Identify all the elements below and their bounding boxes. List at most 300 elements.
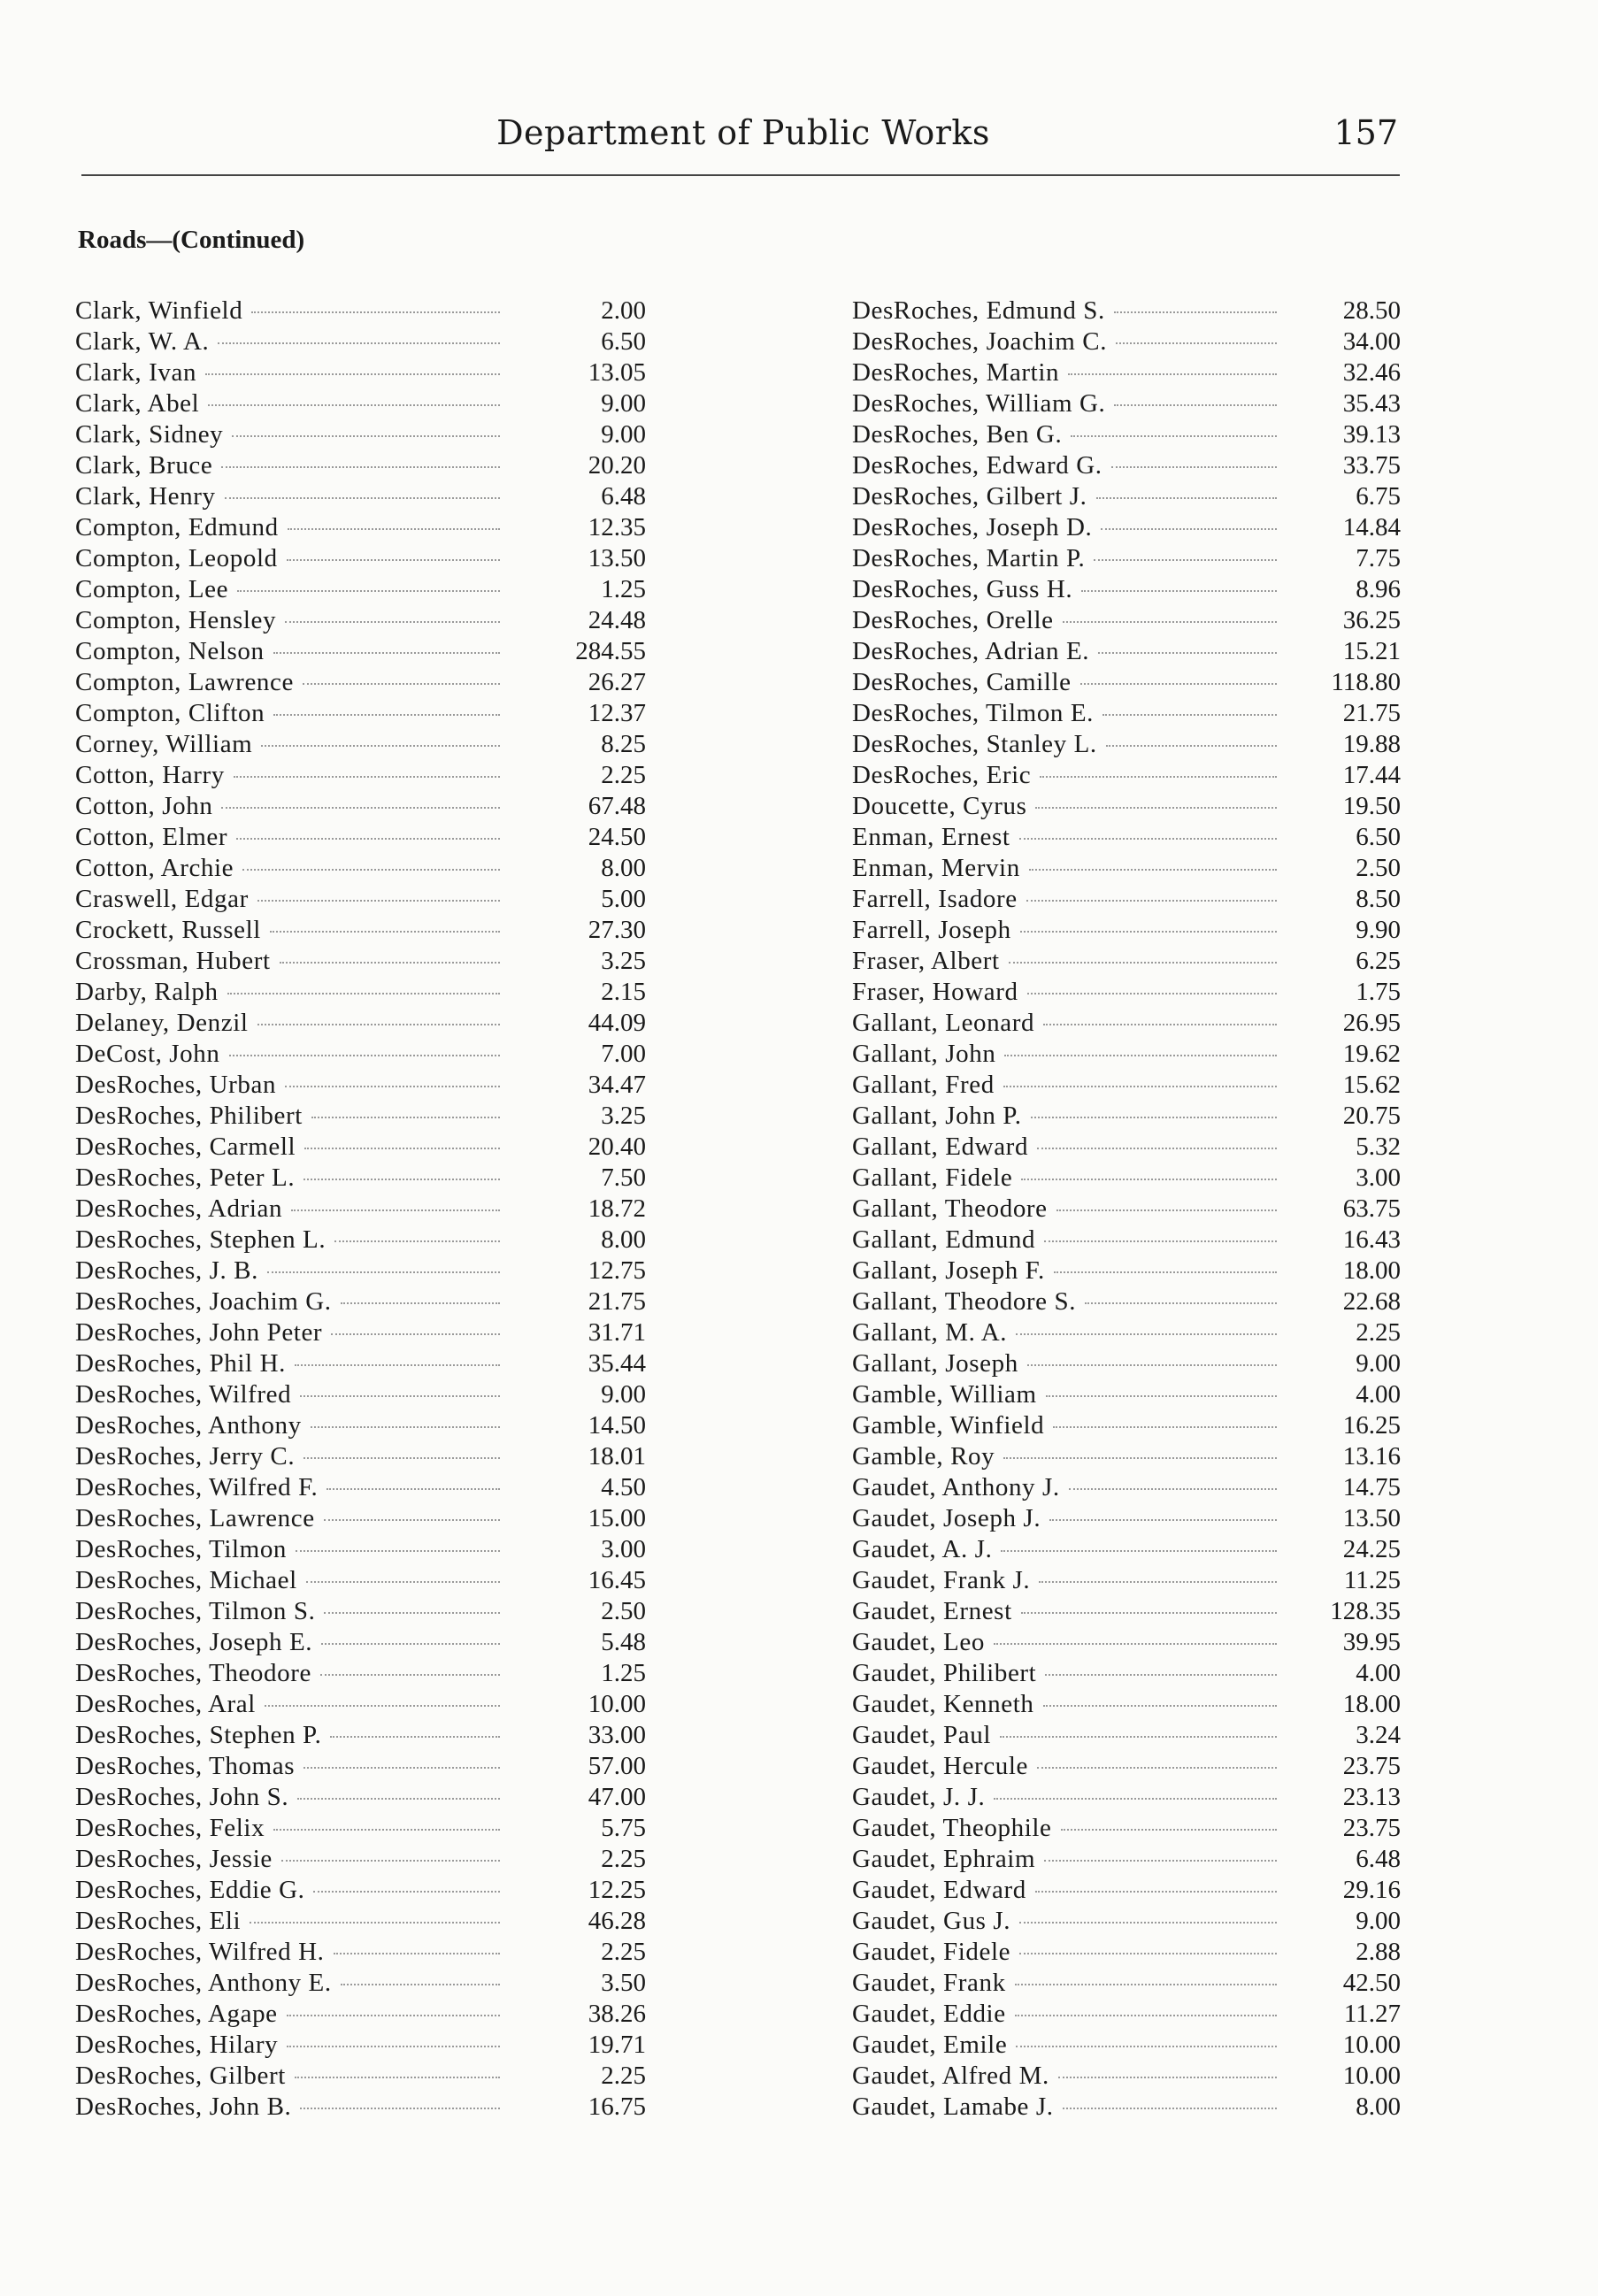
entry-name: DesRoches, Joseph D. — [852, 513, 1093, 541]
list-item — [852, 947, 1410, 978]
list-item — [75, 1969, 699, 2000]
right-column — [852, 296, 1410, 2123]
section-heading: Roads—(Continued) — [78, 226, 305, 254]
entry-name: DesRoches, Tilmon — [75, 1535, 288, 1563]
entry-name-wrap — [852, 1133, 1286, 1162]
dot-leader — [341, 1302, 500, 1304]
entry-name-wrap — [75, 1473, 509, 1502]
dot-leader — [1031, 1117, 1277, 1118]
dot-leader — [303, 1457, 500, 1459]
entry-amount: 12.37 — [588, 699, 646, 727]
entry-amount: 19.50 — [1342, 792, 1401, 820]
list-item — [852, 1876, 1410, 1907]
dot-leader — [1098, 652, 1277, 654]
entry-name: DesRoches, Tilmon S. — [75, 1597, 316, 1625]
entry-name: Gaudet, Alfred M. — [852, 2062, 1049, 2090]
entry-name-wrap — [75, 1907, 509, 1936]
entry-amount: 18.00 — [1342, 1690, 1401, 1718]
list-item — [75, 1411, 699, 1442]
entry-name-wrap — [852, 978, 1286, 1007]
dot-leader — [257, 900, 500, 902]
entry-name-wrap — [852, 544, 1286, 573]
entry-name-wrap — [75, 1102, 509, 1131]
entry-amount: 7.00 — [601, 1040, 646, 1068]
entry-name: DesRoches, Michael — [75, 1566, 297, 1594]
dot-leader — [1001, 1550, 1277, 1552]
list-item — [75, 1907, 699, 1938]
dot-leader — [306, 1581, 500, 1583]
dot-leader — [1044, 1860, 1277, 1862]
list-item — [852, 1814, 1410, 1845]
entry-name: Gallant, M. A. — [852, 1318, 1008, 1347]
header-rule — [81, 174, 1400, 176]
dot-leader — [1081, 590, 1277, 592]
entry-amount: 13.05 — [588, 358, 646, 387]
list-item — [852, 699, 1410, 730]
entry-name: DesRoches, Joachim G. — [75, 1287, 332, 1316]
entry-amount: 23.13 — [1342, 1783, 1401, 1811]
entry-name-wrap — [75, 792, 509, 821]
entry-amount: 3.00 — [601, 1535, 646, 1563]
entry-amount: 17.44 — [1342, 761, 1401, 789]
dot-leader — [1035, 807, 1277, 809]
entry-name: Gaudet, Lamabe J. — [852, 2093, 1054, 2121]
entry-amount: 8.25 — [601, 730, 646, 758]
entry-name-wrap — [75, 1225, 509, 1255]
entry-amount: 1.25 — [601, 575, 646, 603]
entry-amount: 42.50 — [1342, 1969, 1401, 1997]
entry-name-wrap — [75, 1783, 509, 1812]
entry-name: Farrell, Isadore — [852, 885, 1018, 913]
entry-name-wrap — [75, 451, 509, 480]
entry-name: DeCost, John — [75, 1040, 220, 1068]
entry-amount: 12.25 — [588, 1876, 646, 1904]
list-item — [75, 699, 699, 730]
dot-leader — [250, 1922, 500, 1924]
entry-name: Gaudet, Emile — [852, 2031, 1008, 2059]
entry-name: Gaudet, J. J. — [852, 1783, 986, 1811]
entry-amount: 2.25 — [601, 761, 646, 789]
dot-leader — [1054, 1271, 1277, 1273]
entry-name-wrap — [852, 947, 1286, 976]
entry-amount: 39.13 — [1342, 420, 1401, 449]
dot-leader — [1029, 869, 1277, 871]
entry-name: Gaudet, Fidele — [852, 1938, 1011, 1966]
entry-name-wrap — [852, 1102, 1286, 1131]
entry-name-wrap — [75, 1597, 509, 1626]
dot-leader — [1045, 1674, 1277, 1676]
dot-leader — [265, 1705, 500, 1707]
entry-amount: 1.25 — [601, 1659, 646, 1687]
dot-leader — [300, 1395, 500, 1397]
dot-leader — [1037, 1148, 1277, 1149]
entry-name-wrap — [852, 637, 1286, 666]
dot-leader — [1063, 621, 1277, 623]
entry-name: Gaudet, Theophile — [852, 1814, 1052, 1842]
list-item — [75, 1845, 699, 1876]
entry-amount: 5.75 — [601, 1814, 646, 1842]
list-item — [75, 1721, 699, 1752]
list-item — [75, 1628, 699, 1659]
dot-leader — [1114, 311, 1277, 313]
entry-amount: 22.68 — [1342, 1287, 1401, 1316]
entry-name-wrap — [852, 1040, 1286, 1069]
entry-amount: 3.25 — [601, 947, 646, 975]
entry-name: Gaudet, Ernest — [852, 1597, 1012, 1625]
list-item — [852, 1225, 1410, 1256]
list-item — [75, 1690, 699, 1721]
entry-name-wrap — [852, 916, 1286, 945]
entry-name-wrap — [75, 2093, 509, 2122]
dot-leader — [287, 2046, 500, 2047]
entry-amount: 24.50 — [588, 823, 646, 851]
list-item — [852, 1411, 1410, 1442]
dot-leader — [994, 1643, 1277, 1645]
dot-leader — [1094, 559, 1277, 561]
entry-amount: 34.00 — [1342, 327, 1401, 356]
entry-name-wrap — [75, 1752, 509, 1781]
list-item — [852, 1721, 1410, 1752]
entry-amount: 9.00 — [601, 420, 646, 449]
entry-name-wrap — [75, 1163, 509, 1193]
entry-amount: 6.48 — [1356, 1845, 1401, 1873]
entry-name: DesRoches, Wilfred — [75, 1380, 292, 1409]
list-item — [852, 606, 1410, 637]
dot-leader — [330, 1736, 500, 1738]
entry-amount: 3.50 — [601, 1969, 646, 1997]
entry-name-wrap — [852, 1009, 1286, 1038]
list-item — [852, 513, 1410, 544]
entry-name: Gallant, John — [852, 1040, 996, 1068]
entry-name: Clark, Sidney — [75, 420, 224, 449]
list-item — [852, 1597, 1410, 1628]
dot-leader — [273, 1829, 500, 1831]
dot-leader — [285, 1086, 500, 1087]
entry-name: Crossman, Hubert — [75, 947, 271, 975]
entry-amount: 47.00 — [588, 1783, 646, 1811]
entry-amount: 24.25 — [1342, 1535, 1401, 1563]
dot-leader — [296, 1550, 500, 1552]
entry-name-wrap — [852, 420, 1286, 449]
entry-name-wrap — [852, 451, 1286, 480]
list-item — [75, 1071, 699, 1102]
list-item — [75, 2031, 699, 2062]
list-item — [852, 544, 1410, 575]
dot-leader — [321, 1643, 500, 1645]
entry-amount: 14.84 — [1342, 513, 1401, 541]
entry-amount: 2.25 — [1356, 1318, 1401, 1347]
list-item — [75, 1163, 699, 1194]
entry-name-wrap — [75, 1690, 509, 1719]
entry-amount: 21.75 — [588, 1287, 646, 1316]
entry-amount: 8.96 — [1356, 575, 1401, 603]
list-item — [852, 1938, 1410, 1969]
dot-leader — [267, 1271, 500, 1273]
entry-name: Clark, Henry — [75, 482, 216, 511]
entry-amount: 13.50 — [588, 544, 646, 572]
entry-name: DesRoches, Edward G. — [852, 451, 1102, 480]
dot-leader — [1027, 993, 1277, 994]
entry-name: DesRoches, Carmell — [75, 1133, 296, 1161]
entry-name: Gaudet, Anthony J. — [852, 1473, 1060, 1501]
entry-amount: 2.25 — [601, 1938, 646, 1966]
page-header — [80, 113, 1407, 166]
list-item — [75, 668, 699, 699]
entry-amount: 15.62 — [1342, 1071, 1401, 1099]
entry-amount: 21.75 — [1342, 699, 1401, 727]
entry-name: Gallant, Theodore — [852, 1194, 1048, 1223]
entry-name: DesRoches, Wilfred F. — [75, 1473, 319, 1501]
entry-name: DesRoches, Anthony — [75, 1411, 302, 1440]
entry-amount: 6.75 — [1356, 482, 1401, 511]
dot-leader — [295, 2077, 500, 2078]
entry-name-wrap — [852, 1349, 1286, 1378]
entry-name: Enman, Mervin — [852, 854, 1020, 882]
entry-name-wrap — [75, 575, 509, 604]
entry-name: Clark, Abel — [75, 389, 200, 418]
entry-name: Cotton, John — [75, 792, 213, 820]
dot-leader — [1040, 776, 1277, 778]
list-item — [75, 1225, 699, 1256]
entry-amount: 26.95 — [1342, 1009, 1401, 1037]
entry-name: Gaudet, Frank — [852, 1969, 1006, 1997]
entry-amount: 14.50 — [588, 1411, 646, 1440]
list-item — [852, 1349, 1410, 1380]
entry-name-wrap — [852, 1194, 1286, 1224]
list-item — [75, 1659, 699, 1690]
list-item — [75, 1133, 699, 1163]
dot-leader — [1102, 714, 1277, 716]
entry-name-wrap — [75, 544, 509, 573]
entry-name: Clark, Bruce — [75, 451, 213, 480]
list-item — [75, 978, 699, 1009]
entry-name: DesRoches, Edmund S. — [852, 296, 1105, 325]
dot-leader — [229, 1055, 501, 1056]
entry-amount: 18.01 — [588, 1442, 646, 1471]
entry-name-wrap — [75, 1628, 509, 1657]
list-item — [75, 947, 699, 978]
entry-amount: 6.48 — [601, 482, 646, 511]
dot-leader — [227, 993, 500, 994]
entry-amount: 6.50 — [1356, 823, 1401, 851]
entry-name-wrap — [852, 2031, 1286, 2060]
list-item — [75, 1009, 699, 1040]
list-item — [75, 2093, 699, 2123]
entry-name: Cotton, Archie — [75, 854, 234, 882]
entry-amount: 9.00 — [1356, 1907, 1401, 1935]
entry-name-wrap — [852, 699, 1286, 728]
list-item — [75, 2000, 699, 2031]
entry-name-wrap — [852, 1845, 1286, 1874]
entry-name-wrap — [75, 1535, 509, 1564]
list-item — [75, 1535, 699, 1566]
dot-leader — [1049, 1519, 1277, 1521]
entry-name: Gaudet, Leo — [852, 1628, 985, 1656]
dot-leader — [1020, 931, 1277, 933]
dot-leader — [280, 962, 500, 964]
dot-leader — [1043, 1024, 1277, 1025]
dot-leader — [234, 776, 500, 778]
dot-leader — [221, 466, 500, 468]
dot-leader — [1068, 373, 1277, 375]
list-item — [852, 1535, 1410, 1566]
entry-amount: 2.00 — [601, 296, 646, 325]
list-item — [852, 1442, 1410, 1473]
dot-leader — [285, 621, 500, 623]
entry-amount: 36.25 — [1342, 606, 1401, 634]
dot-leader — [334, 1240, 500, 1242]
entry-name-wrap — [75, 2062, 509, 2091]
list-item — [75, 1504, 699, 1535]
dot-leader — [1003, 1086, 1277, 1087]
entry-amount: 16.45 — [588, 1566, 646, 1594]
entry-name: Compton, Hensley — [75, 606, 277, 634]
entry-amount: 18.00 — [1342, 1256, 1401, 1285]
entry-amount: 128.35 — [1330, 1597, 1401, 1625]
dot-leader — [208, 404, 500, 406]
entry-name-wrap — [852, 327, 1286, 357]
entry-name-wrap — [75, 699, 509, 728]
entry-name-wrap — [852, 296, 1286, 326]
entry-name-wrap — [852, 885, 1286, 914]
dot-leader — [1080, 683, 1277, 685]
entry-name: Gallant, Theodore S. — [852, 1287, 1077, 1316]
list-item — [75, 823, 699, 854]
entry-name: Compton, Nelson — [75, 637, 265, 665]
entry-amount: 19.71 — [588, 2031, 646, 2059]
entry-amount: 32.46 — [1342, 358, 1401, 387]
entry-name-wrap — [852, 1628, 1286, 1657]
entry-name: DesRoches, Peter L. — [75, 1163, 296, 1192]
dot-leader — [311, 1117, 500, 1118]
list-item — [75, 916, 699, 947]
entry-name-wrap — [852, 1071, 1286, 1100]
entry-name: DesRoches, Eli — [75, 1907, 242, 1935]
entry-amount: 26.27 — [588, 668, 646, 696]
list-item — [75, 358, 699, 389]
dot-leader — [1116, 342, 1277, 344]
list-item — [852, 637, 1410, 668]
list-item — [852, 575, 1410, 606]
list-item — [852, 1628, 1410, 1659]
dot-leader — [1027, 1364, 1277, 1366]
entry-name: DesRoches, Joseph E. — [75, 1628, 313, 1656]
dot-leader — [324, 1519, 500, 1521]
entry-amount: 7.50 — [601, 1163, 646, 1192]
list-item — [852, 1071, 1410, 1102]
list-item — [75, 637, 699, 668]
entry-amount: 4.50 — [601, 1473, 646, 1501]
entry-amount: 12.35 — [588, 513, 646, 541]
entry-name: Gallant, John P. — [852, 1102, 1022, 1130]
list-item — [852, 668, 1410, 699]
entry-amount: 20.20 — [588, 451, 646, 480]
list-item — [75, 1380, 699, 1411]
entry-amount: 24.48 — [588, 606, 646, 634]
list-item — [852, 1752, 1410, 1783]
entry-name-wrap — [75, 389, 509, 419]
entry-amount: 35.44 — [588, 1349, 646, 1378]
list-item — [852, 1163, 1410, 1194]
dot-leader — [994, 1798, 1277, 1800]
entry-name-wrap — [852, 1380, 1286, 1409]
entry-name: Gaudet, Frank J. — [852, 1566, 1031, 1594]
list-item — [75, 296, 699, 327]
entry-amount: 5.48 — [601, 1628, 646, 1656]
entry-name-wrap — [852, 1907, 1286, 1936]
list-item — [852, 1318, 1410, 1349]
list-item — [852, 1256, 1410, 1287]
entry-name: DesRoches, Theodore — [75, 1659, 311, 1687]
list-item — [75, 1876, 699, 1907]
list-item — [852, 296, 1410, 327]
dot-leader — [1009, 962, 1277, 964]
entry-name: Craswell, Edgar — [75, 885, 249, 913]
entry-amount: 10.00 — [588, 1690, 646, 1718]
entry-name: DesRoches, Hilary — [75, 2031, 279, 2059]
entry-amount: 4.00 — [1356, 1380, 1401, 1409]
list-item — [75, 1442, 699, 1473]
entry-name: DesRoches, Joachim C. — [852, 327, 1108, 356]
entry-amount: 10.00 — [1342, 2062, 1401, 2090]
list-item — [852, 327, 1410, 358]
list-item — [75, 1938, 699, 1969]
entry-name: Gaudet, Gus J. — [852, 1907, 1011, 1935]
entry-name-wrap — [852, 1876, 1286, 1905]
page-title: Department of Public Works — [496, 113, 990, 152]
list-item — [852, 2062, 1410, 2093]
entry-name: Compton, Edmund — [75, 513, 279, 541]
entry-name-wrap — [852, 358, 1286, 388]
entry-name: DesRoches, Camille — [852, 668, 1072, 696]
entry-name-wrap — [75, 761, 509, 790]
list-item — [852, 482, 1410, 513]
entry-name: Compton, Lee — [75, 575, 229, 603]
list-item — [852, 1380, 1410, 1411]
list-item — [75, 1473, 699, 1504]
entry-name: Corney, William — [75, 730, 253, 758]
page-number: 157 — [1333, 113, 1398, 152]
dot-leader — [295, 1364, 500, 1366]
entry-name-wrap — [75, 730, 509, 759]
entry-name: Clark, W. A. — [75, 327, 210, 356]
entry-name-wrap — [75, 1040, 509, 1069]
entry-name-wrap — [75, 296, 509, 326]
list-item — [852, 1473, 1410, 1504]
entry-name-wrap — [852, 1287, 1286, 1317]
entry-name-wrap — [852, 761, 1286, 790]
dot-leader — [1037, 1767, 1277, 1769]
dot-leader — [1004, 1055, 1277, 1056]
entry-name-wrap — [75, 1845, 509, 1874]
entry-name-wrap — [75, 1287, 509, 1317]
entry-name: DesRoches, Stanley L. — [852, 730, 1097, 758]
list-item — [852, 1194, 1410, 1225]
entry-amount: 16.75 — [588, 2093, 646, 2121]
entry-name-wrap — [852, 1597, 1286, 1626]
dot-leader — [1111, 466, 1277, 468]
entry-name-wrap — [75, 1969, 509, 1998]
entry-name: DesRoches, Eric — [852, 761, 1032, 789]
entry-name: DesRoches, Jessie — [75, 1845, 273, 1873]
entry-name-wrap — [852, 668, 1286, 697]
entry-amount: 5.32 — [1356, 1133, 1401, 1161]
list-item — [852, 1845, 1410, 1876]
entry-name-wrap — [852, 1411, 1286, 1440]
list-item — [75, 885, 699, 916]
list-item — [852, 1504, 1410, 1535]
dot-leader — [1046, 1395, 1277, 1397]
